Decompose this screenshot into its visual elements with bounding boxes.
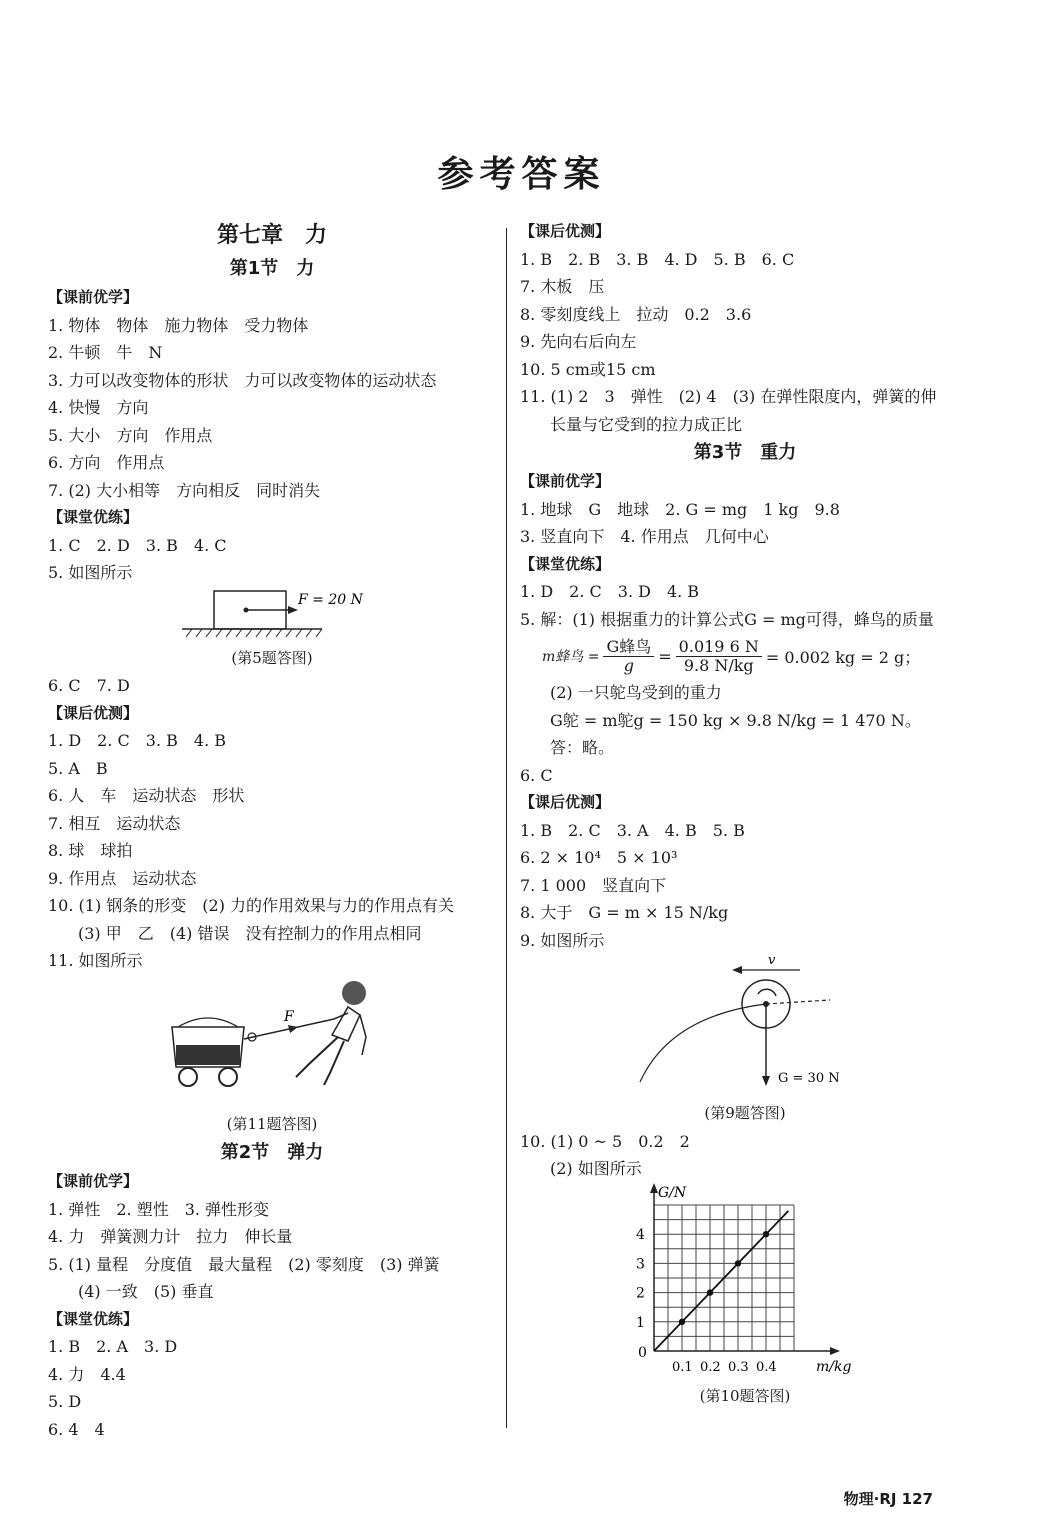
answer-list	[520, 817, 970, 955]
series-line	[654, 1210, 788, 1350]
answer-line: 10. (1) 钢条的形变 (2) 力的作用效果与力的作用点有关	[48, 896, 455, 915]
data-point	[707, 1289, 713, 1295]
figure-5-label: F = 20 N	[298, 591, 363, 608]
answer-line: 5. (1) 量程 分度值 最大量程 (2) 零刻度 (3) 弹簧	[48, 1254, 440, 1274]
x-tick-label: 0.4	[756, 1359, 777, 1375]
y-axis-arrow	[650, 1183, 658, 1193]
section-label: 【课前优学】	[48, 288, 139, 306]
answer-line: 1. 地球 G 地球 2. G = mg 1 kg 9.8	[520, 499, 840, 519]
section-label: 【课后优测】	[520, 222, 611, 240]
answer-list	[48, 1333, 496, 1443]
answer-line: 6. 4 4	[48, 1419, 105, 1439]
answer-list	[520, 679, 970, 762]
answer-line: 5. 大小 方向 作用点	[48, 425, 213, 445]
section-label: 【课后优测】	[48, 703, 139, 722]
data-point	[679, 1318, 685, 1324]
x-tick-label: 0.2	[700, 1359, 721, 1375]
answer-line-indent: (2) 如图所示	[550, 1159, 642, 1178]
answer-line: 4. 力 4.4	[48, 1364, 126, 1384]
answer-line: 8. 大于 G = m × 15 N/kg	[520, 903, 729, 922]
answer-line-indent: (3) 甲 乙 (4) 错误 没有控制力的作用点相同	[78, 923, 422, 943]
page-footer: 物理·RJ 127	[843, 1490, 933, 1508]
answer-line: (2) 一只鸵鸟受到的重力	[550, 683, 722, 702]
answer-line: 1. B 2. C 3. A 4. B 5. B	[520, 820, 745, 840]
answer-line: 3. 竖直向下 4. 作用点 几何中心	[520, 527, 769, 546]
answer-line: 4. 力 弹簧测力计 拉力 伸长量	[48, 1227, 293, 1246]
answer-line: 6. C 7. D	[48, 676, 130, 695]
origin-label: 0	[638, 1344, 647, 1361]
y-tick-label: 2	[636, 1285, 645, 1302]
formula-denominator-2: 9.8 N/kg	[683, 655, 754, 675]
chapter-title: 第七章 力	[216, 223, 327, 248]
answer-line: 答：略。	[550, 738, 615, 757]
left-column	[48, 218, 496, 1443]
data-point	[763, 1231, 769, 1237]
answer-line: 6. C	[520, 765, 553, 785]
y-axis-label: G/N	[658, 1184, 687, 1201]
answer-line: 5. D	[48, 1392, 82, 1411]
answer-line-indent: 长量与它受到的拉力成正比	[550, 414, 743, 434]
formula-denominator: g	[623, 655, 634, 675]
answer-line: 1. B 2. B 3. B 4. D 5. B 6. C	[520, 249, 795, 269]
figure-10	[520, 1183, 970, 1383]
figure-9-v-label: v	[768, 954, 776, 968]
answer-line: 6. 方向 作用点	[48, 453, 165, 472]
section-label: 【课堂优练】	[48, 1309, 139, 1328]
section-label: 【课前优学】	[48, 1172, 139, 1190]
answer-line: 7. 1 000 竖直向下	[520, 875, 667, 895]
x-tick-label: 0.3	[728, 1359, 749, 1375]
figure-9-drawing	[520, 954, 970, 1100]
answer-line: 1. D 2. C 3. D 4. B	[520, 582, 700, 601]
answer-line: 1. C 2. D 3. B 4. C	[48, 535, 227, 555]
y-tick-label: 4	[636, 1226, 645, 1243]
mass-formula	[520, 633, 970, 679]
answer-list	[48, 727, 496, 920]
formula-rhs: = 0.002 kg = 2 g；	[765, 647, 921, 667]
answer-list	[48, 1196, 496, 1279]
figure-caption: (第9题答图)	[704, 1104, 786, 1122]
answer-line: 6. 2 × 10⁴ 5 × 10³	[520, 848, 678, 867]
answer-line: 4. 快慢 方向	[48, 398, 149, 417]
section-label: 【课前优学】	[520, 472, 611, 490]
answer-line: 2. 牛顿 牛 N	[48, 343, 163, 362]
y-tick-label: 1	[636, 1314, 645, 1331]
answer-line: 8. 零刻度线上 拉动 0.2 3.6	[520, 304, 752, 324]
figure-caption: (第10题答图)	[699, 1386, 791, 1405]
figure-11	[48, 975, 496, 1111]
section-title-3: 第3节 重力	[693, 442, 797, 463]
answer-line: 1. 弹性 2. 塑性 3. 弹性形变	[48, 1199, 270, 1219]
figure-11-label: F	[284, 1008, 294, 1025]
section-title-2: 第2节 弹力	[220, 1142, 324, 1163]
formula-numerator: G蜂鸟	[603, 638, 654, 657]
formula-equals: =	[658, 646, 672, 666]
x-axis-arrow	[830, 1347, 840, 1355]
section-label: 【课堂优练】	[48, 508, 139, 526]
formula-lhs: m蜂鸟 =	[542, 649, 600, 665]
section-title-1: 第1节 力	[229, 258, 315, 279]
column-divider	[506, 228, 507, 1428]
answer-list	[48, 532, 496, 587]
answer-line: 7. 相互 运动状态	[48, 813, 181, 833]
answer-line: 1. D 2. C 3. B 4. B	[48, 731, 226, 750]
figure-caption: (第11题答图)	[226, 1114, 318, 1133]
x-axis-label: m/kg	[816, 1358, 852, 1375]
figure-11-drawing	[48, 975, 496, 1111]
answer-list	[48, 312, 496, 505]
data-point	[735, 1260, 741, 1266]
answer-line: 7. (2) 大小相等 方向相反 同时消失	[48, 480, 321, 500]
section-label: 【课堂优练】	[520, 554, 611, 573]
answer-line: 9. 先向右后向左	[520, 332, 637, 351]
figure-5-drawing	[48, 587, 496, 645]
answer-list	[520, 496, 970, 551]
answer-line: 11. (1) 2 3 弹性 (2) 4 (3) 在弹性限度内，弹簧的伸	[520, 387, 937, 406]
answer-line: 3. 力可以改变物体的形状 力可以改变物体的运动状态	[48, 370, 437, 390]
figure-5	[48, 587, 496, 645]
section-label: 【课后优测】	[520, 793, 611, 811]
answer-line: 1. B 2. A 3. D	[48, 1337, 178, 1356]
x-tick-label: 0.1	[672, 1359, 693, 1375]
answer-line-indent: (4) 一致 (5) 垂直	[78, 1282, 214, 1301]
answer-line: 6. 人 车 运动状态 形状	[48, 786, 245, 805]
answer-line: 10. 5 cm或15 cm	[520, 359, 656, 379]
formula-numerator-2: 0.019 6 N	[676, 638, 762, 657]
figure-9-g-label: G = 30 N	[778, 1071, 840, 1086]
answer-line: 9. 如图所示	[520, 930, 605, 950]
answer-line: 11. 如图所示	[48, 951, 143, 970]
answer-line: 7. 木板 压	[520, 277, 605, 296]
answer-line: 5. A B	[48, 758, 108, 778]
answer-line: 5. 解：(1) 根据重力的计算公式G = mg可得，蜂鸟的质量	[520, 609, 934, 629]
figure-10-chart	[520, 1183, 970, 1383]
answer-list	[520, 246, 970, 411]
page-title: 参考答案	[437, 154, 606, 195]
answer-line: 5. 如图所示	[48, 563, 133, 582]
answer-line: 9. 作用点 运动状态	[48, 868, 197, 888]
answer-line: 10. (1) 0 ~ 5 0.2 2	[520, 1131, 690, 1151]
answer-line: 8. 球 球拍	[48, 841, 133, 860]
y-tick-label: 3	[636, 1255, 645, 1272]
answer-line: G鸵 = m鸵g = 150 kg × 9.8 N/kg = 1 470 N。	[550, 710, 921, 730]
right-column	[520, 218, 970, 1410]
answer-line: 1. 物体 物体 施力物体 受力物体	[48, 315, 309, 335]
figure-9	[520, 954, 970, 1100]
figure-caption: (第5题答图)	[231, 648, 313, 667]
answer-list	[520, 578, 970, 633]
